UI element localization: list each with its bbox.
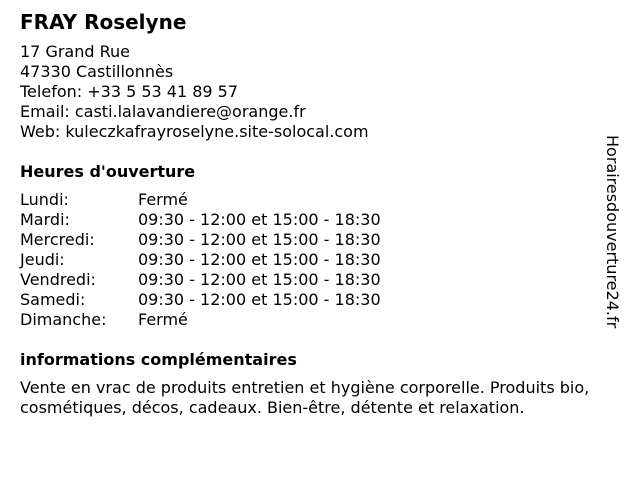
hours-time: 09:30 - 12:00 et 15:00 - 18:30 xyxy=(138,250,381,269)
hours-time: 09:30 - 12:00 et 15:00 - 18:30 xyxy=(138,270,381,289)
info-heading: informations complémentaires xyxy=(20,350,297,369)
hours-table xyxy=(20,190,620,330)
hours-row-lundi xyxy=(20,190,620,210)
hours-row-mardi xyxy=(20,210,620,230)
watermark xyxy=(596,135,628,371)
hours-heading: Heures d'ouverture xyxy=(20,162,196,181)
address-line-2: 47330 Castillonnès xyxy=(20,62,174,81)
hours-day: Jeudi: xyxy=(20,250,65,269)
hours-day: Lundi: xyxy=(20,190,69,209)
hours-row-jeudi xyxy=(20,250,620,270)
hours-day: Vendredi: xyxy=(20,270,96,289)
business-card xyxy=(20,10,620,418)
hours-row-vendredi xyxy=(20,270,620,290)
hours-time: 09:30 - 12:00 et 15:00 - 18:30 xyxy=(138,290,381,309)
hours-row-mercredi xyxy=(20,230,620,250)
business-name: FRAY Roselyne xyxy=(20,10,187,34)
hours-day: Samedi: xyxy=(20,290,86,309)
info-description: Vente en vrac de produits entretien et hygiène corporelle. Produits bio, cosmétiques, décos, cadeaux. Bien-être, détente et relaxation. xyxy=(20,378,590,417)
hours-time: Fermé xyxy=(138,190,188,209)
hours-row-samedi xyxy=(20,290,620,310)
phone-line: Telefon: +33 5 53 41 89 57 xyxy=(20,82,239,101)
hours-day: Dimanche: xyxy=(20,310,107,329)
hours-row-dimanche xyxy=(20,310,620,330)
hours-time: 09:30 - 12:00 et 15:00 - 18:30 xyxy=(138,210,381,229)
hours-time: Fermé xyxy=(138,310,188,329)
email-line: Email: casti.lalavandiere@orange.fr xyxy=(20,102,306,121)
watermark-text: Horairesdouverture24.fr xyxy=(603,135,622,329)
hours-day: Mardi: xyxy=(20,210,70,229)
web-line: Web: kuleczkafrayroselyne.site-solocal.com xyxy=(20,122,369,141)
hours-day: Mercredi: xyxy=(20,230,95,249)
hours-time: 09:30 - 12:00 et 15:00 - 18:30 xyxy=(138,230,381,249)
address-line-1: 17 Grand Rue xyxy=(20,42,130,61)
